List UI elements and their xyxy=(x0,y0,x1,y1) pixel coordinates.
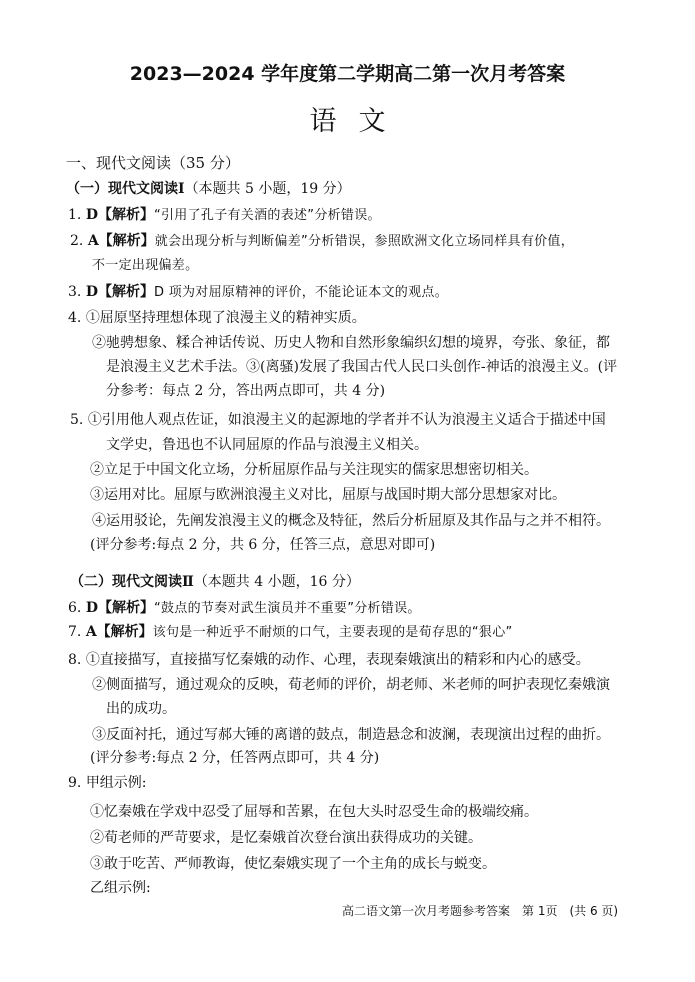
answer-q9 xyxy=(68,774,147,792)
answer-point: ②荀老师的严苛要求，是忆秦娥首次登台演出获得成功的关键。 xyxy=(90,830,482,846)
answer-q4 xyxy=(68,309,366,327)
question-number: 5. xyxy=(70,412,84,428)
answer-text: “鼓点的节奏对武生演员并不重要”分析错误。 xyxy=(153,601,421,616)
answer-q7 xyxy=(68,623,513,642)
scoring-note: (评分参考:每点 2 分，任答两点即可，共 4 分) xyxy=(90,750,380,766)
answer-point: ②侧面描写，通过观众的反映，荀老师的评价，胡老师、米老师的呵护表现忆秦娥演 xyxy=(92,677,610,693)
answer-point-continued: 出的成功。 xyxy=(106,701,176,717)
question-number: 2. xyxy=(70,233,84,249)
answer-point: ③运用对比。屈原与欧洲浪漫主义对比，屈原与战国时期大部分思想家对比。 xyxy=(90,487,566,503)
page-footer: 高二语文第一次月考题参考答案 第 1页 (共 6 页) xyxy=(342,904,619,918)
part-label: （一）现代文阅读Ⅰ xyxy=(66,181,185,197)
answer-point: ③敢于吃苦、严师教诲，使忆秦娥实现了一个主角的成长与蜕变。 xyxy=(90,856,496,872)
part-note: （本题共 5 小题，19 分） xyxy=(184,181,351,197)
answer-point-continued: 文学史，鲁迅也不认同屈原的作品与浪漫主义相关。 xyxy=(106,437,428,453)
answer-point-continued: 是浪漫主义艺术手法。③(离骚)发展了我国古代人民口头创作-神话的浪漫主义。(评 xyxy=(106,359,618,375)
answer-key: D【解析】 xyxy=(85,207,154,223)
scoring-note: (评分参考:每点 2 分，共 6 分，任答三点，意思对即可) xyxy=(90,537,436,553)
answer-point: ④运用驳论，先阐发浪漫主义的概念及特征，然后分析屈原及其作品与之并不相符。 xyxy=(92,513,610,529)
answer-q2-continued: 不一定出现偏差。 xyxy=(92,258,199,273)
group-heading: 甲组示例: xyxy=(85,775,147,791)
subject-title: 语文 xyxy=(309,106,408,137)
question-number: 7. xyxy=(68,624,82,640)
answer-point: ①忆秦娥在学戏中忍受了屈辱和苦累，在包大头时忍受生命的极端绞痛。 xyxy=(90,804,538,820)
answer-point: ③反面衬托，通过写郝大锤的离谱的鼓点，制造悬念和波澜，表现演出过程的曲折。 xyxy=(92,727,610,743)
answer-point: ①引用他人观点佐证，如浪漫主义的起源地的学者并不认为浪漫主义适合于描述中国 xyxy=(87,412,606,428)
answer-point: ①直接描写，直接描写忆秦娥的动作、心理，表现秦娥演出的精彩和内心的感受。 xyxy=(85,652,590,668)
answer-key: D【解析】 xyxy=(85,600,154,616)
answer-text: D 项为对屈原精神的评价，不能论证本文的观点。 xyxy=(153,285,448,300)
answer-key: D【解析】 xyxy=(85,284,154,300)
group-heading: 乙组示例: xyxy=(90,880,151,896)
answer-q6 xyxy=(68,599,421,618)
answer-q3 xyxy=(68,283,448,302)
part-note: （本题共 4 小题，16 分） xyxy=(193,574,360,590)
answer-text: “引用了孔子有关酒的表述”分析错误。 xyxy=(153,208,381,223)
answer-q1 xyxy=(68,206,381,225)
document-title: 2023—2024 学年度第二学期高二第一次月考答案 xyxy=(129,63,566,85)
answer-point: ②立足于中国文化立场，分析屈原作品与关注现实的儒家思想密切相关。 xyxy=(90,462,538,478)
answer-point: ②驰骋想象、糅合神话传说、历史人物和自然形象编织幻想的境界，夸张、象征，都 xyxy=(92,335,610,351)
section-heading: 一、现代文阅读（35 分） xyxy=(66,154,240,172)
part-label: （二）现代文阅读Ⅱ xyxy=(70,574,194,590)
answer-key: A【解析】 xyxy=(87,233,155,249)
answer-key: A【解析】 xyxy=(85,624,153,640)
answer-text: 该句是一种近乎不耐烦的口气，主要表现的是荀存思的“狠心” xyxy=(152,625,513,640)
question-number: 3. xyxy=(68,284,82,300)
answer-q8 xyxy=(68,651,590,669)
answer-q5 xyxy=(70,411,606,429)
question-number: 8. xyxy=(68,652,82,668)
scoring-note: 分参考：每点 2 分，答出两点即可，共 4 分) xyxy=(106,383,386,399)
question-number: 9. xyxy=(68,775,82,791)
question-number: 4. xyxy=(68,310,82,326)
answer-text: 就会出现分析与判断偏差”分析错误，参照欧洲文化立场同样具有价值， xyxy=(154,234,575,249)
answer-point: ①屈原坚持理想体现了浪漫主义的精神实质。 xyxy=(85,310,366,326)
answer-q2 xyxy=(70,232,574,251)
part-heading-2 xyxy=(70,573,360,591)
question-number: 6. xyxy=(68,600,82,616)
question-number: 1. xyxy=(68,207,82,223)
part-heading-1 xyxy=(66,180,351,198)
